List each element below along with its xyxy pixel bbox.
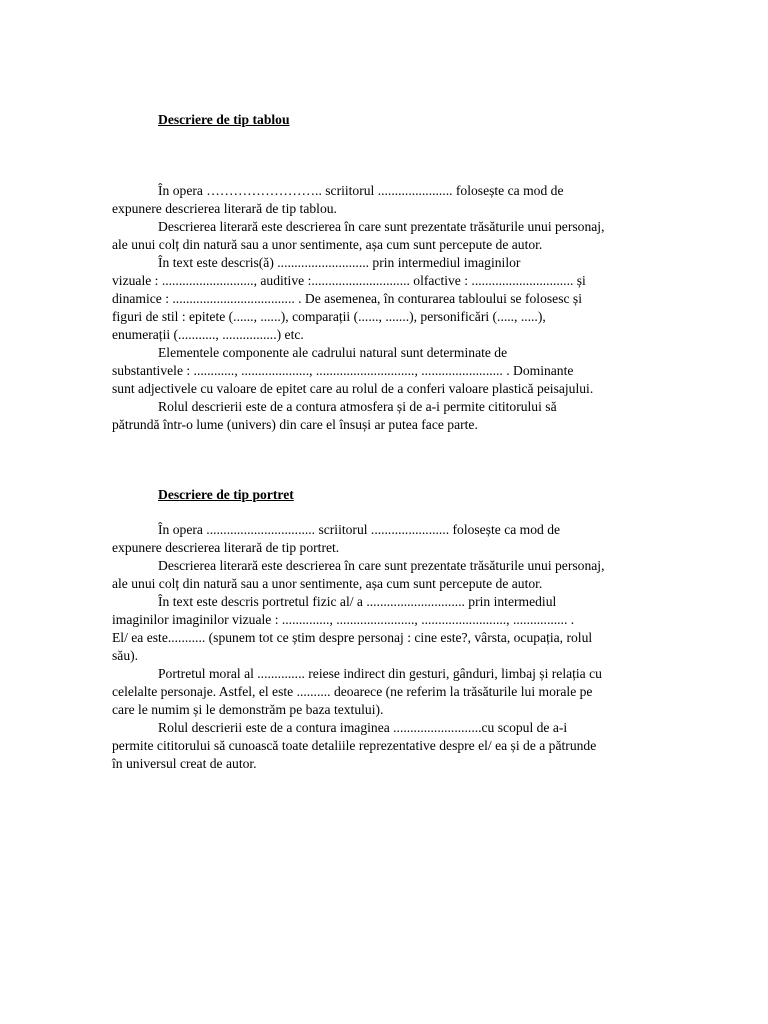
section-body-portret-b bbox=[112, 665, 660, 773]
text-line: Rolul descrierii este de a contura imaginea ..........................cu scopul de a-i bbox=[158, 720, 568, 735]
paragraph bbox=[112, 593, 660, 665]
paragraph bbox=[112, 182, 660, 218]
text-line: Descrierea literară este descrierea în care sunt prezentate trăsăturile unui personaj, bbox=[158, 219, 605, 234]
section-heading-portret: Descriere de tip portret bbox=[158, 487, 294, 502]
paragraph bbox=[112, 557, 660, 593]
text-line: Elementele componente ale cadrului natural sunt determinate de bbox=[158, 345, 508, 360]
text-line: enumerații (..........., ................) etc. bbox=[112, 327, 304, 342]
text-line: celelalte personaje. Astfel, el este .......... deoarece (ne referim la trăsăturile lui morale pe bbox=[112, 684, 593, 699]
paragraph bbox=[112, 218, 660, 254]
text-line: permite cititorului să cunoască toate detaliile reprezentative despre el/ ea și de a pătrunde bbox=[112, 738, 597, 753]
section-heading-tablou: Descriere de tip tablou bbox=[158, 112, 290, 127]
section-body-tablou bbox=[112, 182, 660, 434]
text-line: vizuale : ..........................., auditive :............................. olfactive : .............................. și bbox=[112, 273, 586, 288]
paragraph bbox=[112, 254, 660, 344]
text-line: pătrundă într-o lume (univers) din care el însuși ar putea face parte. bbox=[112, 417, 478, 432]
text-line: sunt adjectivele cu valoare de epitet care au rolul de a conferi valoare plastică peisajului. bbox=[112, 381, 594, 396]
text-line: său). bbox=[112, 648, 139, 663]
paragraph bbox=[112, 344, 660, 398]
text-line: imaginilor imaginilor vizuale : .............., ......................., ........................., ................ . bbox=[112, 612, 575, 627]
text-line: ale unui colț din natură sau a unor sentimente, așa cum sunt percepute de autor. bbox=[112, 237, 543, 252]
text-line: În opera …………………….. scriitorul ...................... folosește ca mod de bbox=[158, 183, 564, 198]
text-line: dinamice : .................................... . De asemenea, în conturarea tabloului se folosesc și bbox=[112, 291, 582, 306]
text-line: expunere descrierea literară de tip tablou. bbox=[112, 201, 337, 216]
text-line: Portretul moral al .............. reiese indirect din gesturi, gânduri, limbaj și relația cu bbox=[158, 666, 602, 681]
paragraph bbox=[112, 665, 660, 719]
text-line: El/ ea este........... (spunem tot ce știm despre personaj : cine este?, vârsta, ocupația, rolul bbox=[112, 630, 593, 645]
text-line: În text este descris portretul fizic al/ a ............................. prin intermediul bbox=[158, 594, 557, 609]
paragraph bbox=[112, 521, 660, 557]
paragraph bbox=[112, 719, 660, 773]
text-line: figuri de stil : epitete (......, ......), comparații (......, .......), personificări (....., .....), bbox=[112, 309, 546, 324]
paragraph bbox=[112, 398, 660, 434]
text-line: În text este descris(ă) ........................... prin intermediul imaginilor bbox=[158, 255, 521, 270]
text-line: Rolul descrierii este de a contura atmosfera și de a-i permite cititorului să bbox=[158, 399, 557, 414]
text-line: ale unui colț din natură sau a unor sentimente, așa cum sunt percepute de autor. bbox=[112, 576, 543, 591]
text-line: substantivele : ............, ...................., ............................., ........................ . Dominante bbox=[112, 363, 574, 378]
text-line: care le numim și le demonstrăm pe baza textului). bbox=[112, 702, 384, 717]
text-line: în universul creat de autor. bbox=[112, 756, 257, 771]
text-line: Descrierea literară este descrierea în care sunt prezentate trăsăturile unui personaj, bbox=[158, 558, 605, 573]
section-body-portret-a bbox=[112, 521, 660, 665]
text-line: expunere descrierea literară de tip portret. bbox=[112, 540, 340, 555]
text-line: În opera ................................ scriitorul ....................... folosește ca mod de bbox=[158, 522, 561, 537]
